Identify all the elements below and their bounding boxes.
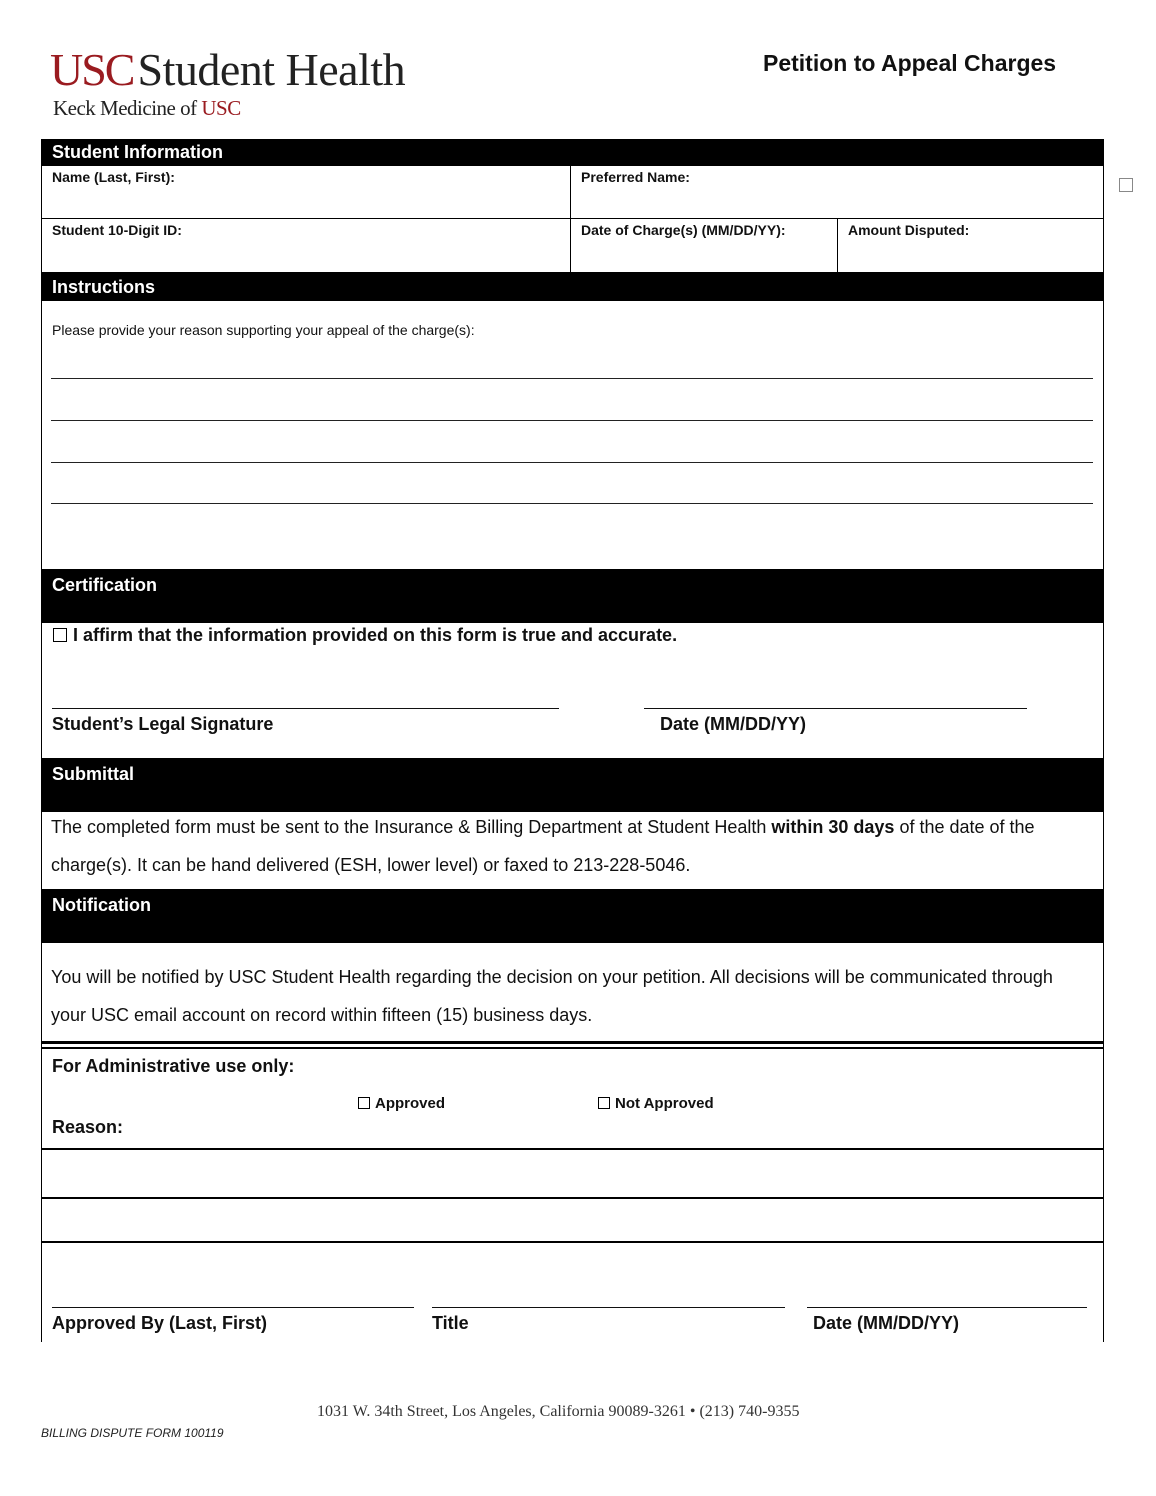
- notification-heading: Notification: [42, 889, 1103, 943]
- footer-form-id: BILLING DISPUTE FORM 100119: [41, 1426, 224, 1440]
- affirm-statement: [53, 625, 677, 646]
- admin-reason-line-3[interactable]: [42, 1241, 1103, 1243]
- admin-date-label: Date (MM/DD/YY): [813, 1313, 960, 1333]
- amount-disputed-field[interactable]: [837, 219, 1103, 272]
- admin-top-double-rule: [42, 1047, 1103, 1049]
- not-approved-option[interactable]: [598, 1095, 714, 1112]
- margin-checkbox[interactable]: [1119, 178, 1133, 192]
- form-title: Petition to Appeal Charges: [763, 50, 1057, 76]
- affirm-checkbox[interactable]: [53, 628, 67, 642]
- logo-keck-usc-text: USC: [201, 96, 241, 120]
- signature-label: Student’s Legal Signature: [52, 714, 274, 734]
- cert-date-line[interactable]: [644, 708, 1027, 709]
- student-id-label: Student 10-Digit ID:: [52, 222, 182, 238]
- student-info-row-1: [42, 166, 1103, 219]
- approved-by-line[interactable]: [52, 1307, 414, 1308]
- submittal-heading: Submittal: [42, 758, 1103, 812]
- admin-heading: For Administrative use only:: [52, 1056, 295, 1076]
- reason-line-2[interactable]: [51, 420, 1093, 421]
- reason-label: Reason:: [52, 1117, 124, 1137]
- charge-date-field[interactable]: [570, 219, 837, 272]
- admin-reason-line-1[interactable]: [42, 1148, 1103, 1150]
- submittal-text-2: of the date of the charge(s). It can be hand delivered (ESH, lower level) or faxed to 213-228-5046.: [51, 817, 1035, 875]
- admin-reason-line-2[interactable]: [42, 1197, 1103, 1199]
- student-info-heading: Student Information: [42, 139, 1103, 166]
- reason-line-1[interactable]: [51, 378, 1093, 379]
- not-approved-label: Not Approved: [615, 1095, 714, 1112]
- cert-date-label: Date (MM/DD/YY): [660, 714, 807, 734]
- logo-student-health-text: Student Health: [137, 44, 406, 95]
- admin-title-line[interactable]: [432, 1307, 785, 1308]
- preferred-name-label: Preferred Name:: [581, 169, 690, 185]
- name-field[interactable]: [42, 166, 570, 218]
- notification-text: You will be notified by USC Student Health regarding the decision on your petition. All decisions will be communicated through your USC email account on record within fifteen (15) business days.: [51, 967, 1053, 1025]
- student-info-row-2: [42, 219, 1103, 272]
- submittal-deadline: within 30 days: [771, 817, 895, 837]
- admin-title-label: Title: [432, 1313, 469, 1333]
- logo-keck-text: Keck Medicine of: [53, 96, 202, 120]
- instructions-heading: Instructions: [42, 273, 1103, 301]
- approved-by-label: Approved By (Last, First): [52, 1313, 268, 1333]
- preferred-name-field[interactable]: [570, 166, 1103, 218]
- student-id-field[interactable]: [42, 219, 570, 272]
- reason-line-4[interactable]: [51, 503, 1093, 504]
- usc-student-health-logo: [50, 44, 405, 121]
- admin-section: [41, 1041, 1104, 1342]
- submittal-text-1: The completed form must be sent to the Insurance & Billing Department at Student Health: [51, 817, 772, 837]
- logo-usc-text: USC: [50, 44, 134, 95]
- submittal-text: [51, 808, 1091, 884]
- charge-date-label: Date of Charge(s) (MM/DD/YY):: [581, 222, 786, 238]
- not-approved-checkbox[interactable]: [598, 1097, 610, 1109]
- name-label: Name (Last, First):: [52, 169, 175, 185]
- reason-line-3[interactable]: [51, 462, 1093, 463]
- approved-label: Approved: [375, 1095, 446, 1112]
- approved-option[interactable]: [358, 1095, 445, 1112]
- affirm-text: I affirm that the information provided on this form is true and accurate.: [73, 625, 678, 645]
- instructions-prompt: Please provide your reason supporting your appeal of the charge(s):: [52, 322, 475, 338]
- footer-address: 1031 W. 34th Street, Los Angeles, California 90089-3261 • (213) 740-9355: [317, 1403, 800, 1420]
- signature-line[interactable]: [52, 708, 559, 709]
- student-info-section: [41, 139, 1104, 273]
- certification-heading: Certification: [42, 569, 1103, 623]
- admin-date-line[interactable]: [807, 1307, 1087, 1308]
- certification-section: [41, 569, 1104, 759]
- amount-disputed-label: Amount Disputed:: [848, 222, 970, 238]
- instructions-section: [41, 273, 1104, 570]
- approved-checkbox[interactable]: [358, 1097, 370, 1109]
